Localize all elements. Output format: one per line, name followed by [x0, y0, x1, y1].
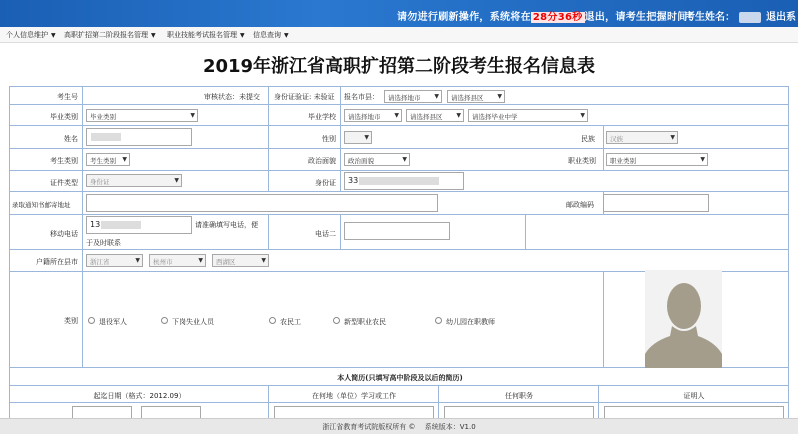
- school-county-select[interactable]: 请选择县区 ▼: [406, 109, 464, 122]
- vocation-select[interactable]: 职业类别 ▼: [606, 153, 708, 166]
- caret-down-icon: ▼: [240, 32, 245, 39]
- option-kindergarten-teacher: 幼儿园在职教师: [446, 318, 495, 326]
- school-city-select[interactable]: 请选择地市 ▼: [344, 109, 402, 122]
- chevron-down-icon: ▼: [394, 112, 399, 119]
- caret-down-icon: ▼: [151, 32, 156, 39]
- col-witness: 证明人: [683, 392, 705, 400]
- row-address: [10, 192, 789, 215]
- audit-status: 审核状态：未提交: [204, 93, 260, 101]
- chevron-down-icon: ▼: [174, 177, 179, 184]
- id-no-masked: [359, 177, 439, 185]
- radio-laid-off[interactable]: [161, 317, 168, 324]
- top-banner: [0, 0, 798, 27]
- hukou-label: 户籍所在县市: [36, 258, 78, 266]
- chevron-down-icon: ▼: [497, 93, 502, 100]
- radio-new-farmer[interactable]: [333, 317, 340, 324]
- menu-info-query[interactable]: 信息查询 ▼: [253, 31, 289, 39]
- chevron-down-icon: ▼: [190, 112, 195, 119]
- caret-down-icon: ▼: [51, 32, 56, 39]
- option-laid-off: 下岗失业人员: [172, 318, 214, 326]
- political-select[interactable]: 政治面貌 ▼: [344, 153, 410, 166]
- col-date-range: 起迄日期（格式：2012.09）: [93, 392, 186, 400]
- hukou-district-select[interactable]: 西湖区 ▼: [212, 254, 269, 267]
- phone2-label: 电话二: [315, 230, 336, 238]
- chevron-down-icon: ▼: [434, 93, 439, 100]
- name-input[interactable]: [86, 128, 192, 146]
- resume-title: 本人简历(只填写高中阶段及以后的简历): [337, 374, 463, 382]
- col-duty: 任何职务: [505, 392, 533, 400]
- page-title: 2019年浙江省高职扩招第二阶段考生报名信息表: [202, 56, 596, 77]
- option-migrant-worker: 农民工: [280, 318, 301, 326]
- mobile-input[interactable]: 13: [86, 216, 192, 234]
- row-phone: [10, 215, 789, 250]
- chevron-down-icon: ▼: [700, 156, 705, 163]
- address-label: 录取通知书邮寄地址: [12, 201, 71, 209]
- reg-city-select[interactable]: 请选择地市 ▼: [384, 90, 442, 103]
- row-graduation: [10, 105, 789, 126]
- postal-input[interactable]: [603, 194, 709, 212]
- radio-migrant-worker[interactable]: [269, 317, 276, 324]
- hukou-city-select[interactable]: 杭州市 ▼: [149, 254, 206, 267]
- chevron-down-icon: ▼: [456, 112, 461, 119]
- row-hukou: [10, 250, 789, 272]
- reg-county-select[interactable]: 请选择县区 ▼: [447, 90, 505, 103]
- chevron-down-icon: ▼: [261, 257, 266, 264]
- name-masked: [91, 133, 121, 141]
- menu-personal-info[interactable]: 个人信息维护 ▼: [6, 31, 56, 39]
- chevron-down-icon: ▼: [122, 156, 127, 163]
- chevron-down-icon: ▼: [135, 257, 140, 264]
- chevron-down-icon: ▼: [198, 257, 203, 264]
- option-new-farmer: 新型职业农民: [344, 318, 386, 326]
- resume-title-row: [10, 368, 789, 386]
- footer: [0, 418, 798, 434]
- vocation-label: 职业类别: [568, 157, 596, 165]
- user-name-masked: [739, 12, 761, 23]
- cand-type-label: 考生类别: [50, 157, 78, 165]
- row-candidate-no: [10, 87, 789, 105]
- session-warning: 请勿进行刷新操作，系统将在 28分36秒 退出，请考生把握时间！: [397, 12, 698, 23]
- photo-placeholder[interactable]: [645, 270, 722, 368]
- id-no-input[interactable]: 33: [344, 172, 464, 190]
- grad-type-label: 毕业类别: [50, 113, 78, 121]
- caret-down-icon: ▼: [284, 32, 289, 39]
- name-label: 姓名: [64, 135, 78, 143]
- ethnic-select[interactable]: 汉族 ▼: [606, 131, 678, 144]
- registration-form: [9, 86, 789, 422]
- option-veteran: 退役军人: [99, 318, 127, 326]
- gender-label: 性别: [322, 135, 336, 143]
- chevron-down-icon: ▼: [580, 112, 585, 119]
- school-name-select[interactable]: 请选择毕业中学 ▼: [468, 109, 588, 122]
- menu-phase2-registration[interactable]: 高职扩招第二阶段报名管理 ▼: [64, 31, 156, 39]
- id-verify-status: 身份证验证: 未验证: [274, 93, 335, 101]
- hukou-province-select[interactable]: 浙江省 ▼: [86, 254, 143, 267]
- title-bar: [0, 43, 798, 83]
- row-id: [10, 171, 789, 192]
- id-no-label: 身份证: [315, 179, 336, 187]
- grad-type-select[interactable]: 毕业类别 ▼: [86, 109, 198, 122]
- reg-city-label: 报名市县：: [344, 93, 379, 101]
- chevron-down-icon: ▼: [670, 134, 675, 141]
- col-organization: 在何地（单位）学习或工作: [312, 392, 396, 400]
- ethnic-label: 民族: [581, 135, 595, 143]
- countdown-timer: 28分36秒: [532, 12, 583, 23]
- logout-link[interactable]: 退出系: [766, 12, 796, 23]
- grad-school-label: 毕业学校: [308, 113, 336, 121]
- chevron-down-icon: ▼: [402, 156, 407, 163]
- main-menu: [0, 27, 798, 43]
- political-label: 政治面貌: [308, 157, 336, 165]
- mobile-hint-line1: 请准确填写电话，便: [195, 221, 258, 229]
- chevron-down-icon: ▼: [364, 134, 369, 141]
- radio-kindergarten-teacher[interactable]: [435, 317, 442, 324]
- cand-type-select[interactable]: 考生类别 ▼: [86, 153, 130, 166]
- resume-header-row: [10, 386, 789, 403]
- row-candidate-type: [10, 149, 789, 171]
- mobile-hint-line2: 于及时联系: [86, 239, 121, 247]
- person-silhouette-icon: [645, 270, 722, 368]
- category-label: 类别: [64, 317, 78, 325]
- footer-text: 浙江省教育考试院版权所有 © 系统版本：V1.0: [322, 423, 476, 431]
- radio-veteran[interactable]: [88, 317, 95, 324]
- mobile-label: 移动电话: [50, 230, 78, 238]
- user-name: 考生姓名：: [685, 8, 761, 23]
- postal-label: 邮政编码: [566, 201, 594, 209]
- id-type-select[interactable]: 身份证 ▼: [86, 174, 182, 187]
- id-type-label: 证件类型: [50, 179, 78, 187]
- menu-skill-exam[interactable]: 职业技能考试报名管理 ▼: [167, 31, 245, 39]
- candidate-no-label: 考生号: [57, 93, 78, 101]
- row-name-gender-ethnic: [10, 126, 789, 149]
